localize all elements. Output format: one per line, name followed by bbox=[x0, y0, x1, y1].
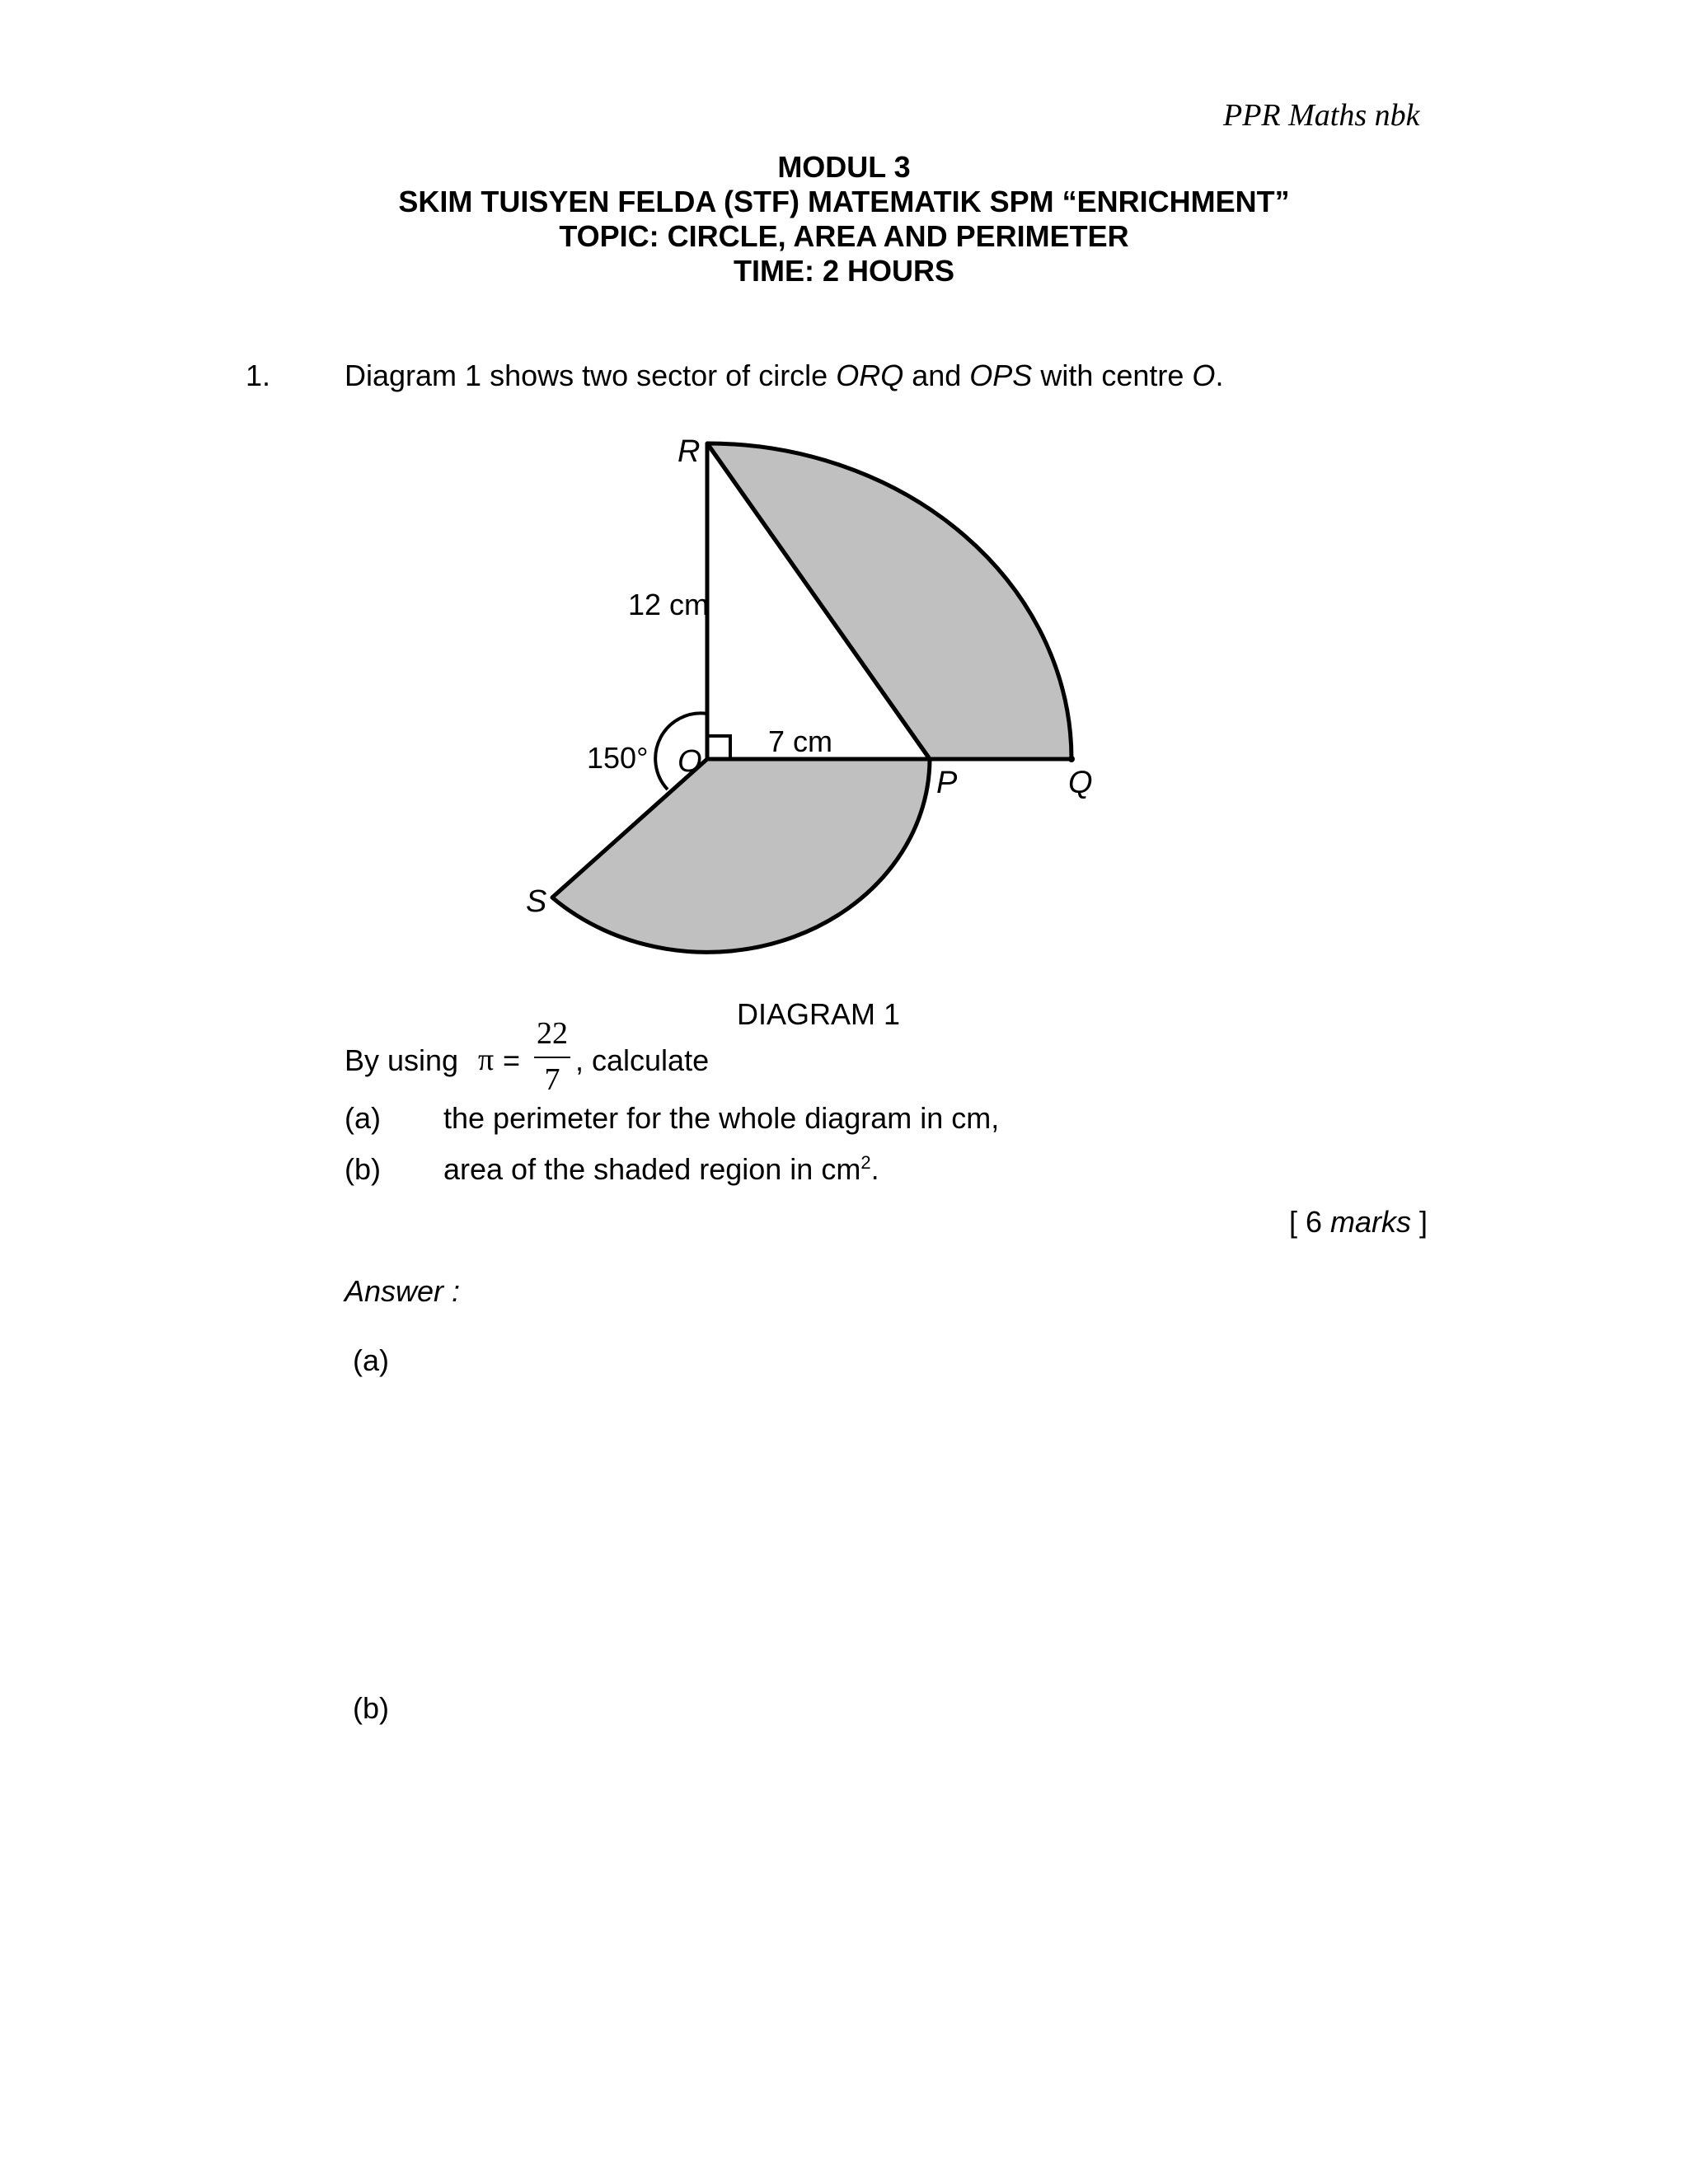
label-angle: 150° bbox=[587, 741, 649, 775]
answer-label: Answer : bbox=[345, 1274, 461, 1308]
answer-part-a: (a) bbox=[353, 1343, 389, 1377]
program-title: SKIM TUISYEN FELDA (STF) MATEMATIK SPM “ENRICHMENT” bbox=[398, 185, 1290, 218]
shaded-region-upper bbox=[707, 443, 1071, 759]
watermark: PPR Maths nbk bbox=[1223, 98, 1420, 133]
pi-suffix: , calculate bbox=[575, 1043, 710, 1077]
marks-word: marks bbox=[1330, 1205, 1412, 1239]
part-b-text bbox=[443, 1152, 879, 1187]
part-b-end: . bbox=[870, 1152, 879, 1186]
intro-text-c: with centre bbox=[1032, 359, 1193, 392]
diagram-caption: DIAGRAM 1 bbox=[737, 997, 901, 1031]
intro-text-b: and bbox=[903, 359, 970, 392]
pi-symbol: π bbox=[478, 1043, 495, 1077]
label-q: Q bbox=[1068, 766, 1093, 800]
pi-numerator: 22 bbox=[537, 1016, 568, 1051]
time-title: TIME: 2 HOURS bbox=[733, 254, 954, 288]
shaded-region-lower bbox=[552, 759, 930, 952]
part-b-sup: 2 bbox=[860, 1152, 871, 1173]
part-b-body: area of the shaded region in cm bbox=[443, 1152, 861, 1186]
label-s: S bbox=[526, 884, 547, 919]
part-b-label: (b) bbox=[345, 1152, 381, 1186]
marks bbox=[1289, 1205, 1428, 1240]
label-length-or: 12 cm bbox=[628, 588, 710, 621]
label-o: O bbox=[678, 744, 702, 779]
intro-text-d: . bbox=[1215, 359, 1224, 392]
label-p: P bbox=[936, 766, 958, 800]
module-title: MODUL 3 bbox=[777, 150, 911, 184]
marks-open: [ 6 bbox=[1289, 1205, 1331, 1239]
pi-prefix: By using bbox=[345, 1043, 459, 1077]
right-angle-marker bbox=[707, 736, 730, 759]
label-length-op: 7 cm bbox=[768, 724, 833, 758]
answer-part-b: (b) bbox=[353, 1691, 389, 1725]
fraction-bar bbox=[534, 1057, 570, 1058]
intro-ops: OPS bbox=[969, 359, 1033, 392]
intro-text-a: Diagram 1 shows two sector of circle bbox=[345, 359, 837, 392]
part-a-label: (a) bbox=[345, 1101, 381, 1135]
pi-equals: = bbox=[503, 1043, 521, 1077]
label-r: R bbox=[678, 434, 701, 469]
intro-orq: ORQ bbox=[836, 359, 904, 392]
part-a-text: the perimeter for the whole diagram in cm, bbox=[443, 1101, 1000, 1135]
topic-title: TOPIC: CIRCLE, AREA AND PERIMETER bbox=[559, 219, 1129, 253]
marks-close: ] bbox=[1411, 1205, 1428, 1239]
intro-o: O bbox=[1192, 359, 1216, 392]
question-number: 1. bbox=[246, 359, 271, 392]
point-q-dot bbox=[1068, 756, 1075, 762]
pi-denominator: 7 bbox=[544, 1062, 560, 1097]
